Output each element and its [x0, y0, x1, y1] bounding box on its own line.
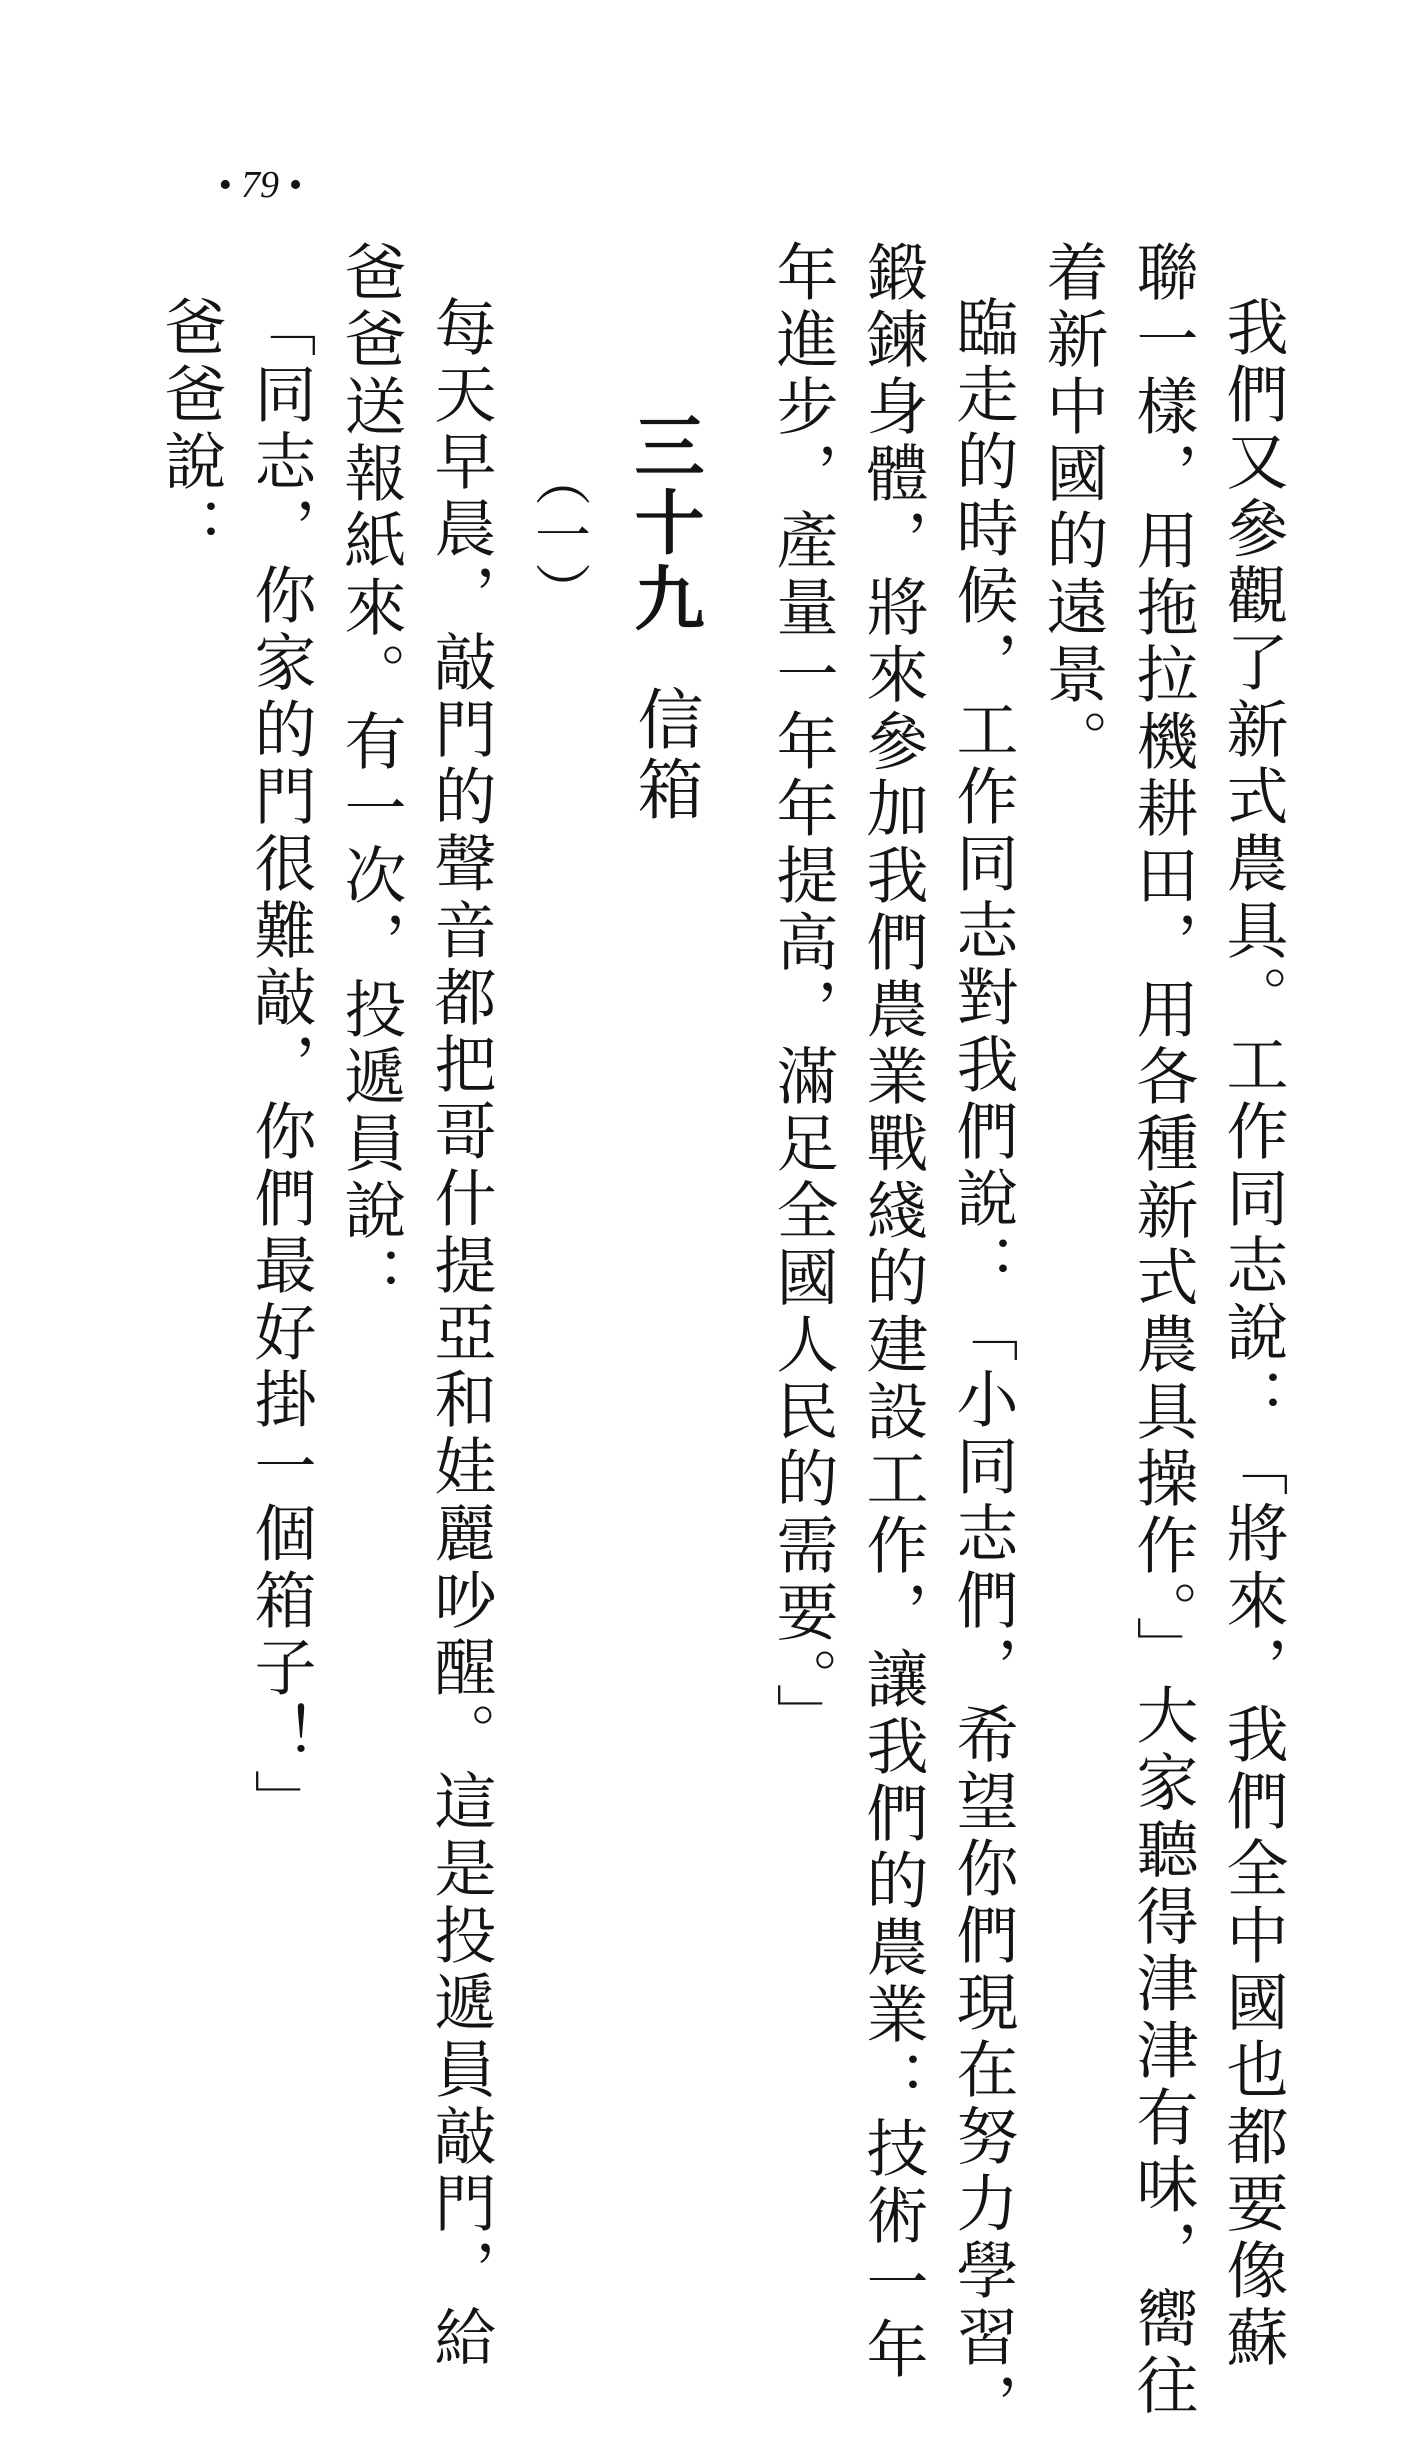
text-column: 每天早晨，敲門的聲音都把哥什提亞和娃麗吵醒。這是投遞員敲門，給 [424, 295, 497, 2372]
text-column: 「同志，你家的門很難敲，你們最好掛一個箱子！」 [244, 295, 317, 1836]
text-column: 着新中國的遠景。 [1036, 240, 1109, 776]
text-column: 臨走的時候，工作同志對我們說：「小同志們，希望你們現在努力學習， [946, 295, 1019, 2439]
text-column: 年進步，產量一年年提高，滿足全國人民的需要。」 [766, 240, 839, 1750]
page-number: • 79 • [218, 164, 302, 206]
text-column: 聯一樣，用拖拉機耕田，用各種新式農具操作。」大家聽得津津有味，嚮往 [1126, 240, 1199, 2420]
text-column: 我們又參觀了新式農具。工作同志說：「將來，我們全中國也都要像蘇 [1216, 295, 1289, 2372]
text-column: 爸爸說： [154, 295, 227, 563]
text-column: 鍛鍊身體，將來參加我們農業戰綫的建設工作，讓我們的農業：技術一年 [856, 240, 929, 2384]
section-number: （一） [526, 450, 591, 618]
chapter-number: 三十九 [623, 410, 705, 638]
chapter-title: 信箱 [626, 685, 703, 825]
text-column: 爸爸送報紙來。有一次，投遞員說： [334, 240, 407, 1312]
